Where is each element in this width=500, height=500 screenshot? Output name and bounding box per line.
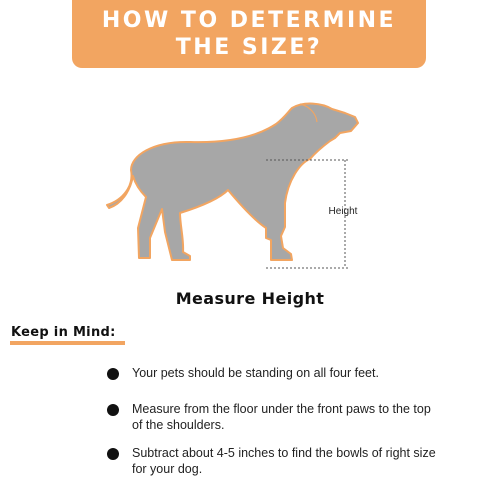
header-title-line-1: HOW TO DETERMINE	[101, 8, 397, 33]
bullet-icon	[107, 404, 119, 416]
header-title-line-2: THE SIZE?	[175, 35, 323, 60]
tip-text: Measure from the floor under the front paws to the top of the shoulders.	[132, 402, 431, 432]
height-label: Height	[328, 206, 358, 217]
bullet-icon	[107, 448, 119, 460]
keep-in-mind-heading: Keep in Mind:	[11, 325, 116, 340]
tip-text: Your pets should be standing on all four feet.	[132, 366, 379, 380]
bullet-icon	[107, 368, 119, 380]
measure-height-title: Measure Height	[175, 289, 325, 308]
tip-text: Subtract about 4-5 inches to find the bowls of right size for your dog.	[132, 446, 436, 476]
